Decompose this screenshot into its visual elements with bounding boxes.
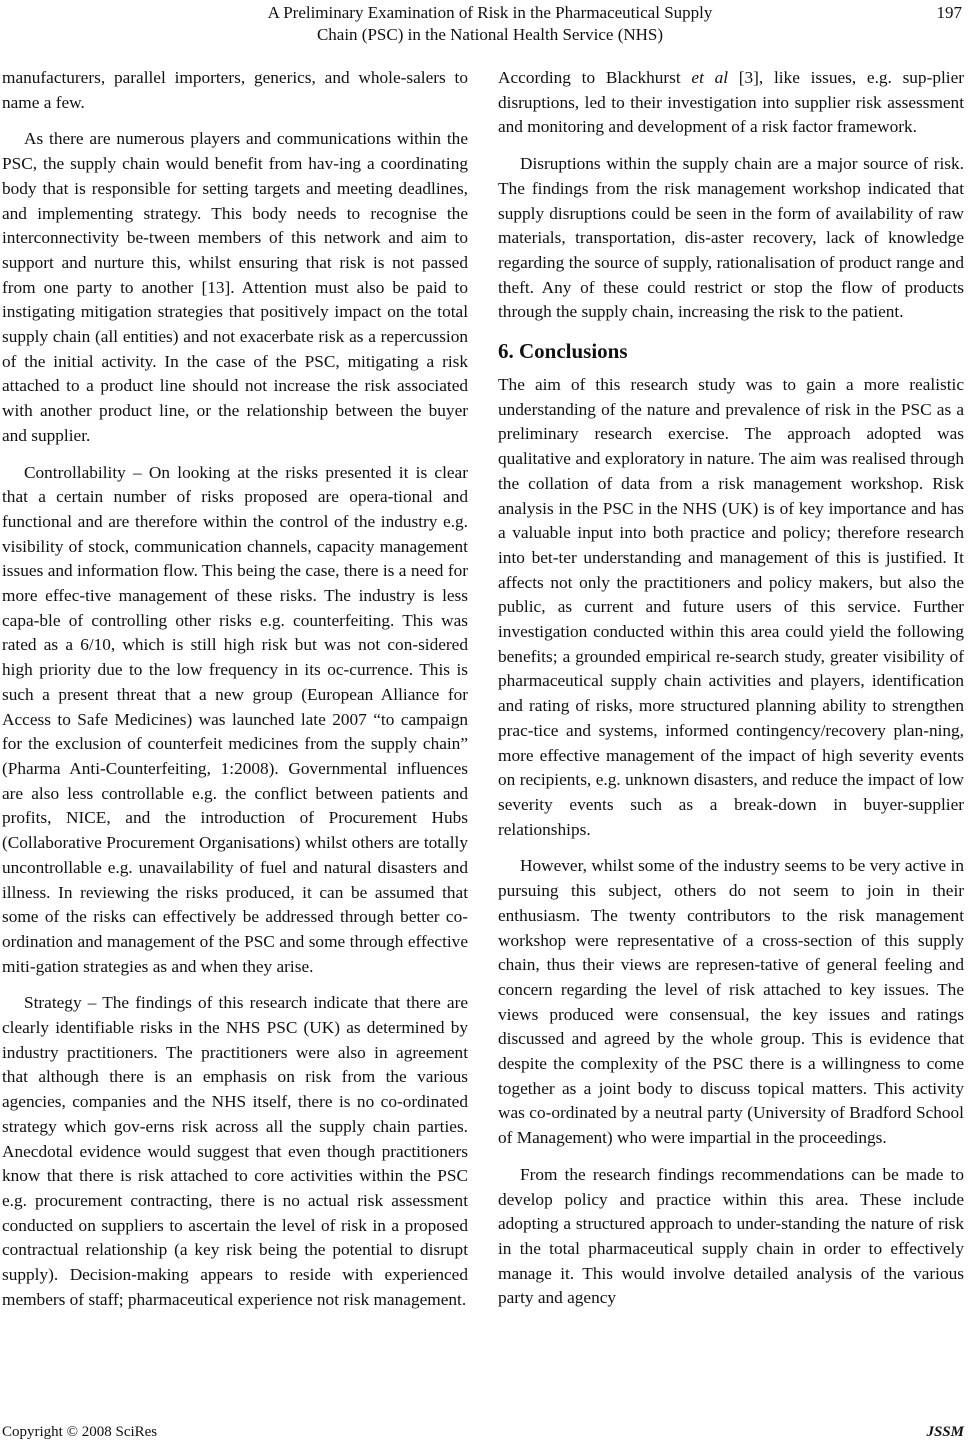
paragraph bbox=[498, 66, 964, 140]
paragraph: As there are numerous players and communications within the PSC, the supply chain would benefit from hav-ing a coordinating body that is responsible for setting targets and meeting deadlines, and implementing strategy. This body needs to recognise the interconnectivity be-tween members of this network and aim to support and nurture this, whilst ensuring that risk is not passed from one party to another [13]. Attention must also be paid to instigating mitigation strategies that positively impact on the total supply chain (all entities) and not exacerbate risk as a repercussion of the initial activity. In the case of the PSC, mitigating a risk attached to a product line should not increase the risk associated with another product line, or the relationship between the buyer and supplier. bbox=[2, 129, 468, 445]
paragraph: However, whilst some of the industry seems to be very active in pursuing this subject, others do not seem to join in their enthusiasm. The twenty contributors to the risk management workshop were representative of a cross-section of this supply chain, thus their views are represen-tative of general feeling and concern regarding the level of risk attached to key issues. The views produced were consensual, the key issues and ratings discussed and agreed by the whole group. This is evidence that despite the complexity of the PSC there is a willingness to come together as a joint body to discuss topical matters. This activity was co-ordinated by a neutral party (University of Bradford School of Management) who were impartial in the proceedings. bbox=[498, 856, 964, 1148]
page-header bbox=[0, 2, 968, 50]
paragraph: manufacturers, parallel importers, generics, and whole-salers to name a few. bbox=[2, 68, 468, 112]
copyright-notice: Copyright © 2008 SciRes bbox=[2, 1424, 158, 1440]
text-run: According to Blackhurst bbox=[498, 68, 692, 87]
paragraph: Strategy – The findings of this research indicate that there are clearly identifiable risks in the NHS PSC (UK) as determined by industry practitioners. The practitioners were also in agreement that although there is an emphasis on risk from the various agencies, companies and the NHS itself, there is no co-ordinated strategy which gov-erns risk across all the supply chain parties. Anecdotal evidence would suggest that even though practitioners know that there is risk attached to core activities within the PSC e.g. procurement contracting, there is no actual risk assessment conducted on suppliers to ascertain the level of risk in a proposed contractual relationship (a key risk being the potential to disrupt supply). Decision-making appears to reside with experienced members of staff; pharmaceutical experience not risk management. bbox=[2, 993, 468, 1309]
running-title-line-2: Chain (PSC) in the National Health Service (NHS) bbox=[316, 25, 664, 44]
running-title bbox=[120, 2, 860, 46]
journal-abbreviation: JSSM bbox=[926, 1424, 964, 1440]
text-run: [3], like issues, e.g. sup-plier disruptions, led to their investigation into supplier risk assessment and monitoring and development of a risk factor framework. bbox=[498, 68, 965, 137]
section-heading: 6. Conclusions bbox=[498, 339, 628, 364]
paragraph: Disruptions within the supply chain are a major source of risk. The findings from the risk management workshop indicated that supply disruptions could be seen in the form of availability of raw materials, transportation, dis-aster recovery, lack of knowledge regarding the source of supply, rationalisation of product range and theft. Any of these could restrict or stop the flow of products through the supply chain, increasing the risk to the patient. bbox=[498, 154, 964, 322]
page-number: 197 bbox=[936, 3, 962, 22]
paragraph: From the research findings recommendations can be made to develop policy and practice within this area. These include adopting a structured approach to under-standing the nature of risk in the total pharmaceutical supply chain in order to effectively manage it. This would involve detailed analysis of the various party and agency bbox=[498, 1164, 964, 1308]
paragraph: The aim of this research study was to gain a more realistic understanding of the nature and prevalence of risk in the PSC as a preliminary research exercise. The approach adopted was qualitative and exploratory in nature. The aim was realised through the collation of data from a risk management workshop. Risk analysis in the PSC in the NHS (UK) is of key importance and has a valuable input into both practice and policy; therefore research into bet-ter understanding and management of this is justified. It affects not only the practitioners and policy makers, but also the public, as current and future users of this service. Further investigation conducted within this area could yield the following benefits; a grounded empirical re-search study, greater visibility of pharmaceutical supply chain activities and players, identification and rating of risks, more structured planning ability to strengthen prac-tice and systems, informed contingency/recovery plan-ning, more effective management of the impact of high severity events on recipients, e.g. unknown disasters, and reduce the impact of low severity events such as a break-down in buyer-supplier relationships. bbox=[498, 375, 964, 839]
italic-text: et al bbox=[691, 68, 729, 87]
running-title-line-1: A Preliminary Examination of Risk in the Pharmaceutical Supply bbox=[267, 3, 713, 22]
right-column bbox=[498, 66, 964, 1323]
paragraph: Controllability – On looking at the risks presented it is clear that a certain number of risks proposed are opera-tional and functional and are therefore within the control of the industry e.g. visibility of stock, communication channels, capacity management issues and information flow. This being the case, there is a need for more effec-tive management of these risks. The industry is less capa-ble of controlling other risks e.g. counterfeiting. This was rated as a 6/10, which is still high risk but was not con-sidered high priority due to the low frequency in its oc-currence. This is such a present threat that a new group (European Alliance for Access to Safe Medicines) was launched late 2007 “to campaign for the exclusion of counterfeit medicines from the supply chain” (Pharma Anti-Counterfeiting, 1:2008). Governmental influences are also less controllable e.g. the conflict between patients and profits, NICE, and the introduction of Procurement Hubs (Collaborative Procurement Organisations) whilst others are totally uncontrollable e.g. unavailability of fuel and natural disasters and illness. In reviewing the risks produced, it can be assumed that some of the risks can effectively be addressed through better co-ordination and management of the PSC and some through effective miti-gation strategies as and when they arise. bbox=[2, 462, 468, 976]
page-footer bbox=[0, 1424, 968, 1446]
left-column bbox=[2, 66, 468, 1324]
